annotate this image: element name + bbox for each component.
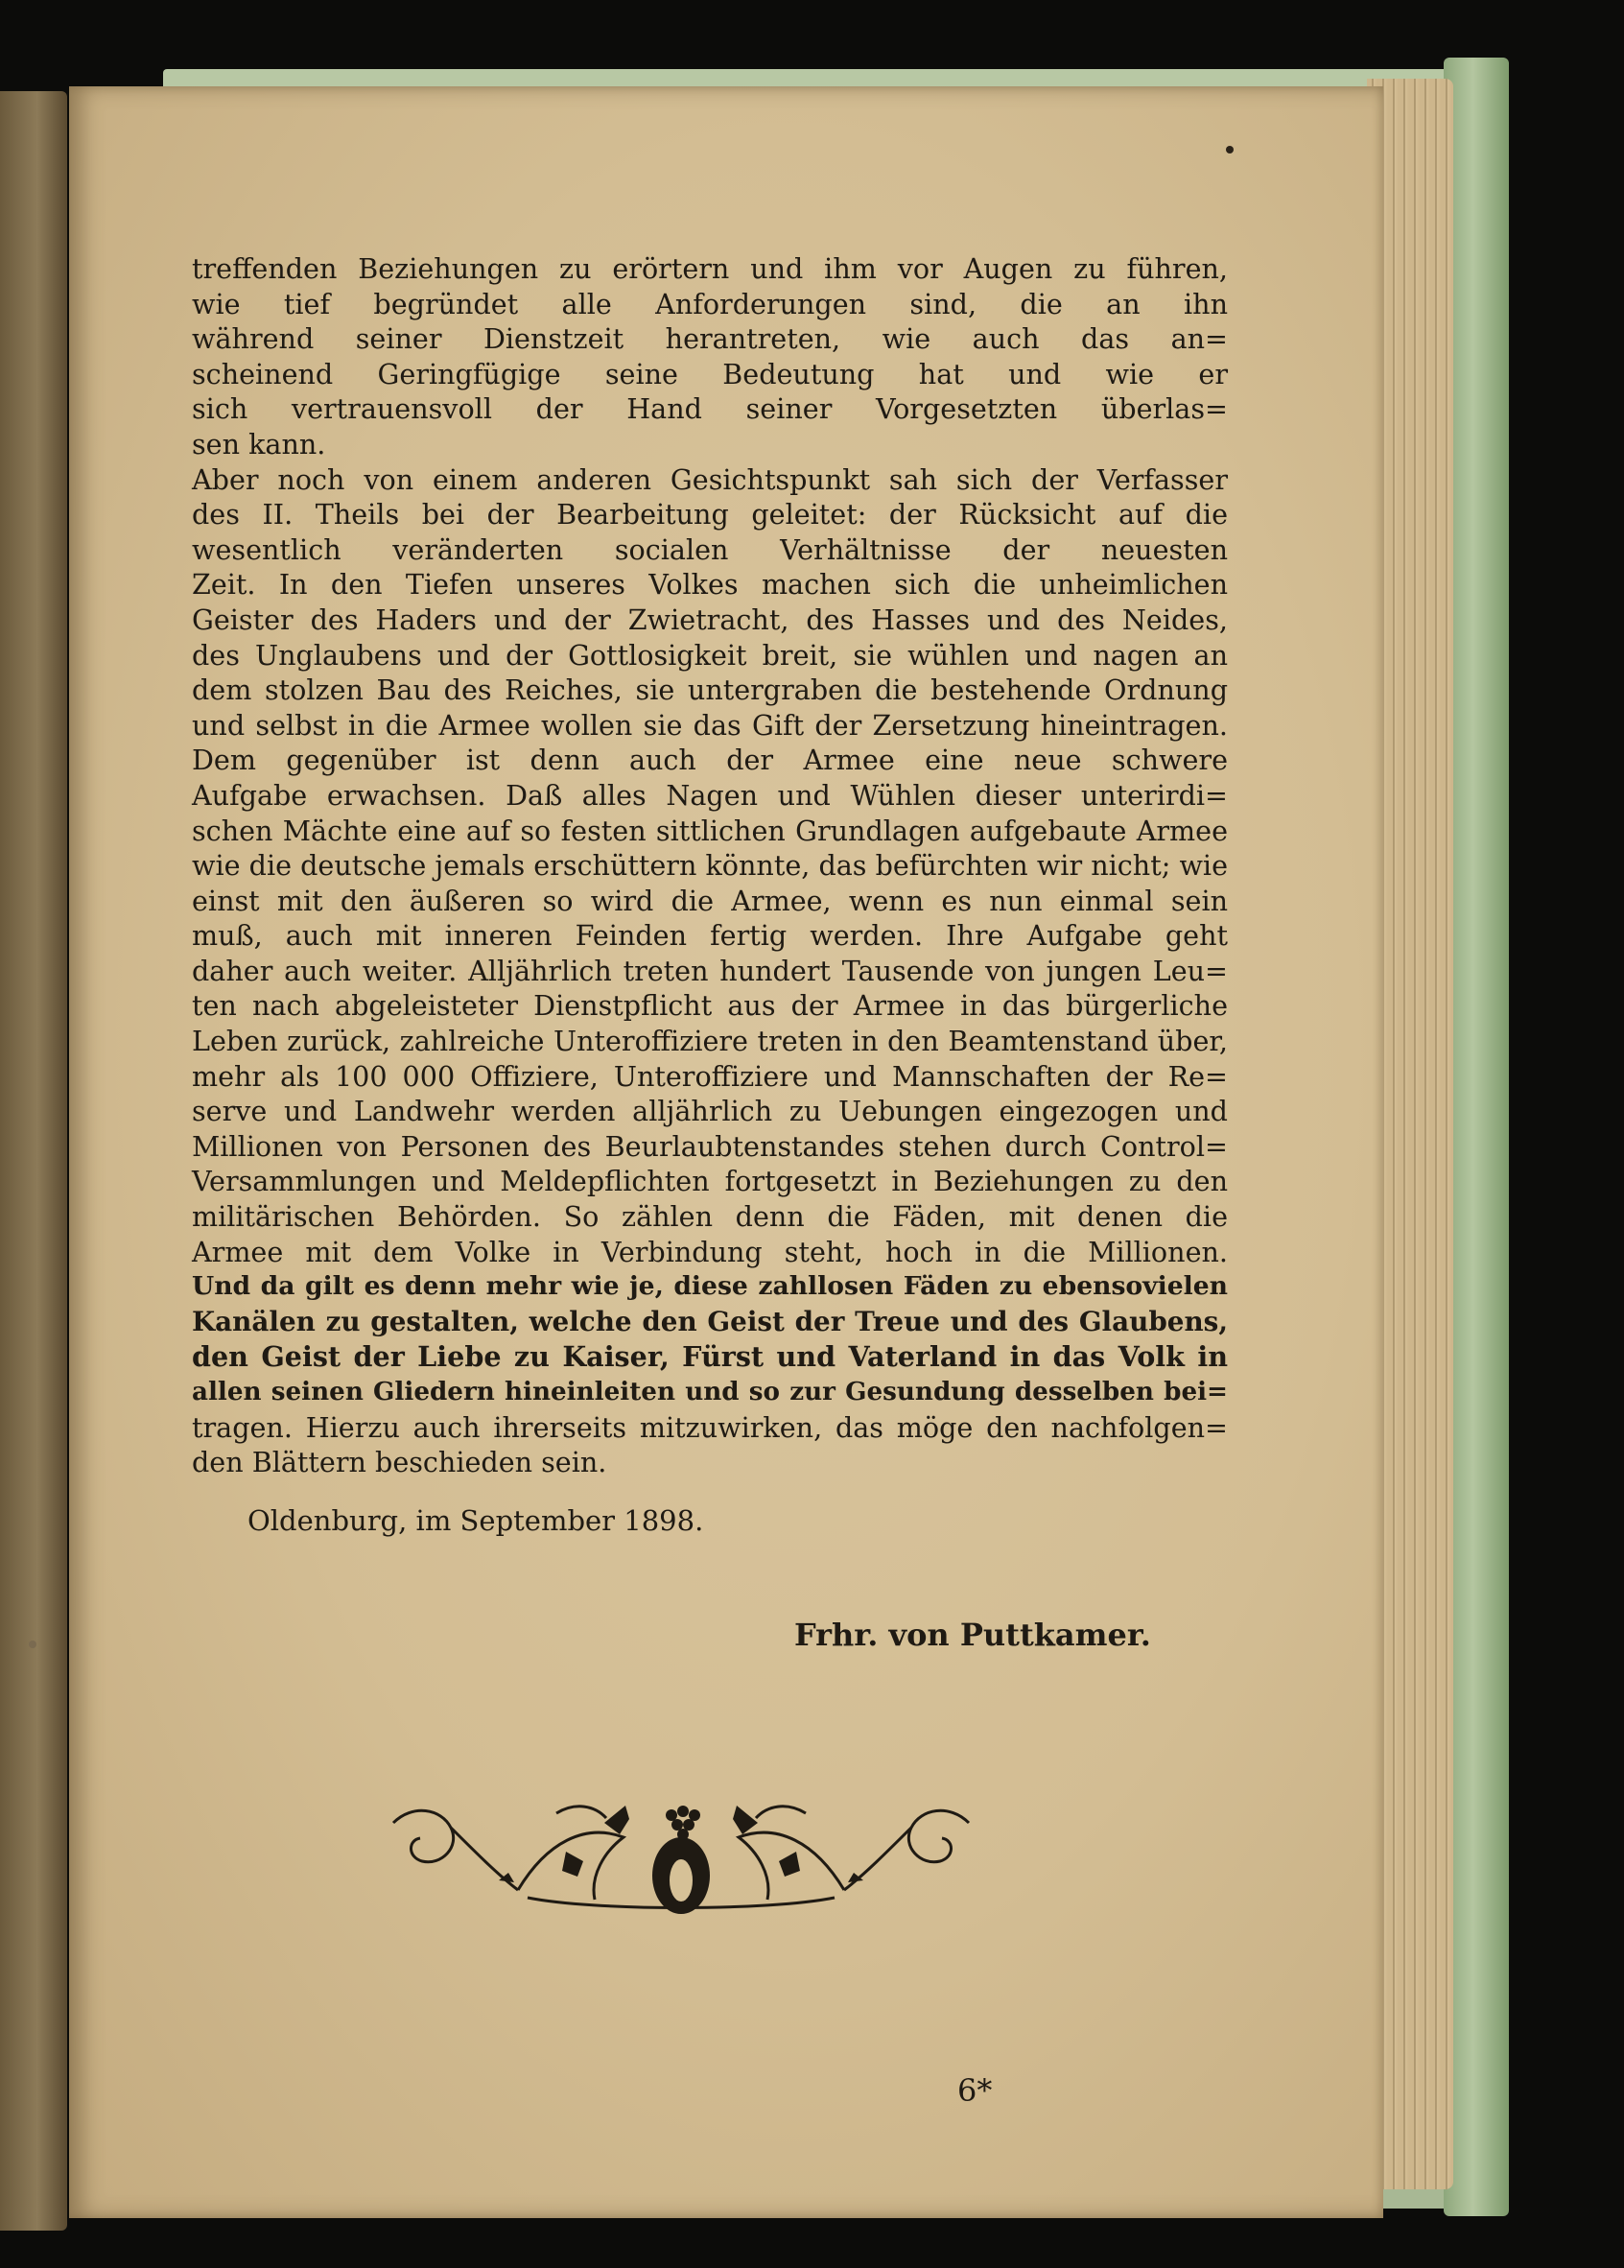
preface-body-text: [192, 251, 1228, 1480]
text-line: Kanälen zu gestalten, welche den Geist der Treue und des Glaubens,: [192, 1305, 1228, 1337]
text-line: scheinend Geringfügige seine Bedeutung hat und wie er: [192, 357, 1228, 390]
text-line: Und da gilt es denn mehr wie je, diese zahllosen Fäden zu ebensovielen: [192, 1271, 1228, 1302]
text-line: tragen. Hierzu auch ihrerseits mitzuwirken, das möge den nachfolgen=: [192, 1410, 1228, 1444]
text-line: den Geist der Liebe zu Kaiser, Fürst und Vaterland in das Volk in: [192, 1340, 1228, 1374]
text-line: wie tief begründet alle Anforderungen sind, die an ihn: [192, 287, 1228, 320]
text-line: Zeit. In den Tiefen unseres Volkes machen sich die unheimlichen: [192, 568, 1228, 602]
author-signature: Frhr. von Puttkamer.: [794, 1617, 1151, 1653]
text-line: Leben zurück, zahlreiche Unteroffiziere treten in den Beamtenstand über,: [192, 1025, 1228, 1058]
page-number: 6*: [957, 2072, 993, 2109]
text-line: einst mit den äußeren so wird die Armee, wenn es nun einmal sein: [192, 884, 1228, 917]
text-line: des Unglaubens und der Gottlosigkeit breit, sie wühlen und nagen an: [192, 638, 1228, 672]
text-line: Versammlungen und Meldepflichten fortgesetzt in Beziehungen zu den: [192, 1165, 1228, 1198]
text-line: treffenden Beziehungen zu erörtern und ihm vor Augen zu führen,: [192, 252, 1228, 285]
previous-page-edge: [0, 91, 67, 2231]
text-line: während seiner Dienstzeit herantreten, wie auch das an=: [192, 322, 1228, 356]
text-line: Aber noch von einem anderen Gesichtspunkt sah sich der Verfasser: [192, 462, 1228, 496]
text-line: und selbst in die Armee wollen sie das Gift der Zersetzung hineintragen.: [192, 708, 1228, 742]
text-line: serve und Landwehr werden alljährlich zu Uebungen eingezogen und: [192, 1095, 1228, 1128]
text-line: ten nach abgeleisteter Dienstpflicht aus der Armee in das bürgerliche: [192, 989, 1228, 1023]
text-line: Geister des Haders und der Zwietracht, des Hasses und des Neides,: [192, 602, 1228, 636]
text-line: Aufgabe erwachsen. Daß alles Nagen und Wühlen dieser unterirdi=: [192, 778, 1228, 812]
griffin-vignette-icon: [384, 1784, 978, 1928]
text-line: militärischen Behörden. So zählen denn die Fäden, mit denen die: [192, 1200, 1228, 1234]
text-line: dem stolzen Bau des Reiches, sie untergraben die bestehende Ordnung: [192, 673, 1228, 707]
text-line: schen Mächte eine auf so festen sittlichen Grundlagen aufgebaute Armee: [192, 814, 1228, 847]
book-cover-edge: [1444, 58, 1509, 2216]
text-line: sen kann.: [192, 427, 326, 461]
text-line: des II. Theils bei der Bearbeitung geleitet: der Rücksicht auf die: [192, 498, 1228, 532]
text-line: allen seinen Gliedern hineinleiten und so zur Gesundung desselben bei=: [192, 1377, 1228, 1406]
text-line: mehr als 100 000 Offiziere, Unteroffiziere und Mannschaften der Re=: [192, 1059, 1228, 1093]
text-line: Armee mit dem Volke in Verbindung steht, hoch in die Millionen.: [192, 1235, 1228, 1268]
text-line: Millionen von Personen des Beurlaubtenstandes stehen durch Control=: [192, 1129, 1228, 1163]
text-line: muß, auch mit inneren Feinden fertig werden. Ihre Aufgabe geht: [192, 919, 1228, 953]
text-line: wie die deutsche jemals erschüttern könnte, das befürchten wir nicht; wie: [192, 849, 1228, 883]
ink-speck: [29, 1641, 36, 1648]
text-line: sich vertrauensvoll der Hand seiner Vorgesetzten überlas=: [192, 392, 1228, 426]
text-line: Dem gegenüber ist denn auch der Armee eine neue schwere: [192, 744, 1228, 777]
text-line: den Blättern beschieden sein.: [192, 1446, 607, 1479]
text-line: daher auch weiter. Alljährlich treten hundert Tausende von jungen Leu=: [192, 954, 1228, 987]
place-date-line: Oldenburg, im September 1898.: [247, 1504, 704, 1537]
text-line: wesentlich veränderten socialen Verhältnisse der neuesten: [192, 532, 1228, 566]
ink-speck: [1226, 146, 1234, 154]
